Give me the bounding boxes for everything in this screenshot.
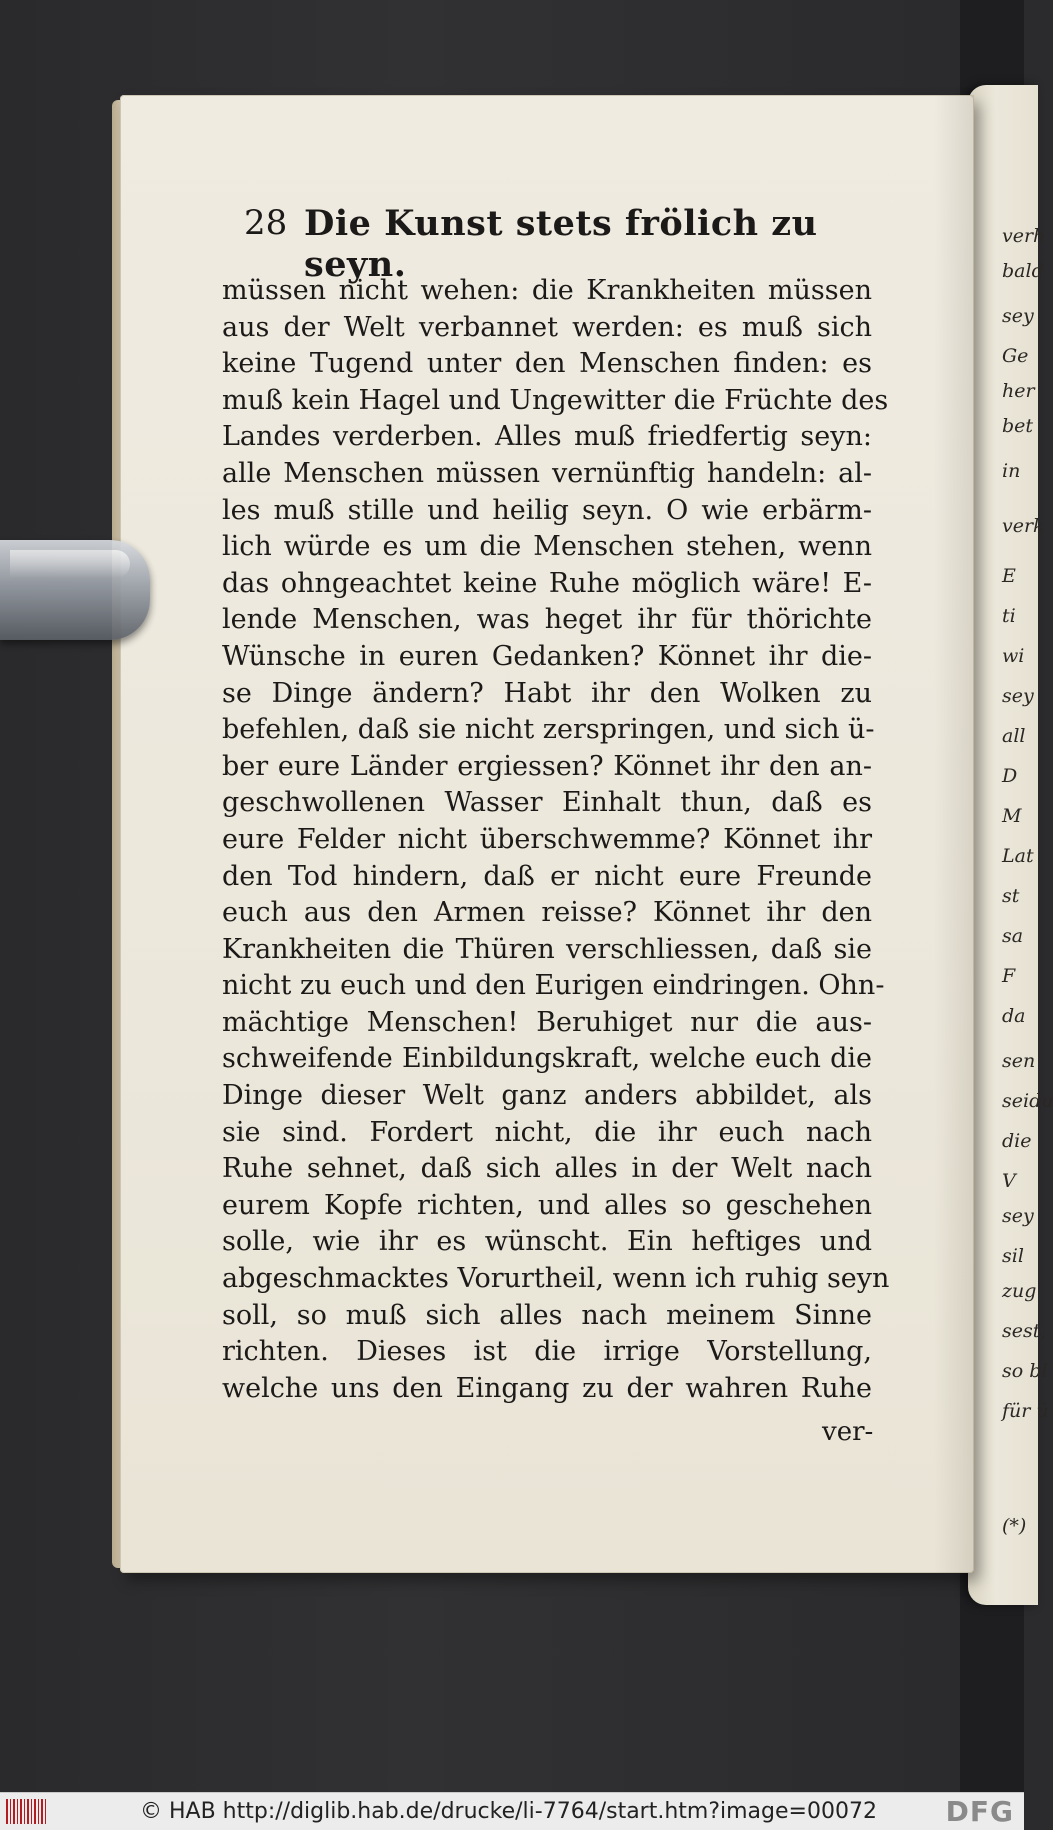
text-line: welche uns den Eingang zu der wahren Ruhe	[222, 1372, 872, 1404]
facing-page-fragment: verh	[1002, 225, 1046, 247]
text-line: lich würde es um die Menschen stehen, wenn	[222, 531, 872, 563]
facing-page-fragment: E	[1002, 565, 1016, 587]
page-number: 28	[244, 203, 288, 243]
text-line: befehlen, daß sie nicht zerspringen, und sich ü-	[222, 714, 875, 746]
facing-page-fragment: her	[1002, 380, 1035, 402]
footer-copyright-link[interactable]: © HAB http://diglib.hab.de/drucke/li-7764/start.htm?image=00072	[140, 1799, 877, 1824]
text-line: richten. Dieses ist die irrige Vorstellung,	[222, 1336, 872, 1368]
facing-page-fragment: bald	[1002, 260, 1044, 282]
facing-page-fragment: sey	[1002, 1205, 1034, 1227]
text-line: mächtige Menschen! Beruhiget nur die aus-	[222, 1006, 872, 1038]
facing-page-fragment: sa	[1002, 925, 1024, 947]
facing-page-fragment: sest,	[1002, 1320, 1047, 1342]
facing-page-fragment: M	[1002, 805, 1022, 827]
facing-page-fragment: zug	[1002, 1280, 1037, 1302]
text-line: das ohngeachtet keine Ruhe möglich wäre! E-	[222, 567, 872, 599]
text-line: Dinge dieser Welt ganz anders abbildet, als	[222, 1080, 872, 1112]
facing-page-fragment: V	[1002, 1170, 1016, 1192]
text-line: müssen nicht wehen: die Krankheiten müssen	[222, 275, 872, 306]
text-line: nicht zu euch und den Eurigen eindringen. Ohn-	[222, 970, 885, 1002]
text-line: solle, wie ihr es wünscht. Ein heftiges und	[222, 1226, 872, 1258]
text-line: les muß stille und heilig seyn. O wie erbärm-	[222, 494, 872, 526]
text-line: Ruhe sehnet, daß sich alles in der Welt nach	[222, 1153, 872, 1185]
facing-page-fragment: wi	[1002, 645, 1025, 667]
text-line: sie sind. Fordert nicht, die ihr euch nach	[222, 1116, 872, 1148]
running-title: Die Kunst stets frölich zu seyn.	[304, 203, 818, 285]
facing-page-fragment: sil	[1002, 1245, 1024, 1267]
text-line: schweifende Einbildungskraft, welche euch die	[222, 1043, 872, 1075]
facing-page-fragment: sey	[1002, 305, 1034, 327]
text-line: lende Menschen, was heget ihr für thörichte	[222, 604, 872, 636]
text-line: den Tod hindern, daß er nicht eure Freunde	[222, 860, 872, 892]
text-line: eure Felder nicht überschwemme? Könnet ihr	[222, 823, 872, 855]
footer-bar	[0, 1792, 1024, 1830]
facing-page-fragment: in	[1002, 460, 1021, 482]
facing-page	[968, 85, 1053, 1605]
text-line: abgeschmacktes Vorurtheil, wenn ich ruhig seyn	[222, 1263, 890, 1295]
text-line: geschwollenen Wasser Einhalt thun, daß es	[222, 787, 872, 819]
text-line: se Dinge ändern? Habt ihr den Wolken zu	[222, 677, 872, 709]
facing-page-fragment: die	[1002, 1130, 1032, 1152]
facing-page-fragment: bet	[1002, 415, 1034, 437]
text-line: alle Menschen müssen vernünftig handeln: al-	[222, 457, 872, 489]
text-line: Wünsche in euren Gedanken? Könnet ihr die-	[222, 640, 872, 672]
facing-page-fragment: da	[1002, 1005, 1026, 1027]
hab-logo-icon	[6, 1799, 46, 1824]
facing-page-fragment: sey	[1002, 685, 1034, 707]
facing-page-fragment: ti	[1002, 605, 1016, 627]
dfg-logo: DFG	[945, 1795, 1014, 1828]
gutter-shadow	[934, 95, 974, 1573]
facing-page-fragment: Lat	[1002, 845, 1034, 867]
facing-page-fragment: verk	[1002, 515, 1045, 537]
facing-page-fragment: Ge	[1002, 345, 1029, 367]
text-line: Krankheiten die Thüren verschliessen, daß sie	[222, 933, 872, 965]
book-page	[120, 95, 974, 1573]
facing-page-fragment: D	[1002, 765, 1018, 787]
facing-page-fragment: st	[1002, 885, 1020, 907]
facing-page-fragment: sen	[1002, 1050, 1036, 1072]
text-line: euch aus den Armen reisse? Könnet ihr den	[222, 897, 872, 929]
facing-page-fragment: so bl	[1002, 1360, 1048, 1382]
facing-page-fragment: F	[1002, 965, 1016, 987]
text-line: aus der Welt verbannet werden: es muß sich	[222, 311, 872, 343]
text-line: soll, so muß sich alles nach meinem Sinne	[222, 1299, 872, 1331]
page-header	[244, 203, 844, 285]
text-line: eurem Kopfe richten, und alles so geschehen	[222, 1189, 872, 1221]
page-holder-clip	[0, 540, 150, 640]
facing-page-fragment: all	[1002, 725, 1026, 747]
catchword: ver-	[822, 1417, 874, 1447]
text-line: ber eure Länder ergiessen? Könnet ihr den an-	[222, 750, 872, 782]
body-text	[222, 273, 890, 1407]
facing-page-fragment: (*)	[1002, 1515, 1027, 1537]
text-line: keine Tugend unter den Menschen finden: es	[222, 348, 872, 380]
facing-page-fragment: für ü	[1002, 1400, 1049, 1422]
text-line: Landes verderben. Alles muß friedfertig seyn:	[222, 421, 872, 453]
facing-page-fragment: seidu	[1002, 1090, 1053, 1112]
text-line: muß kein Hagel und Ungewitter die Früchte des	[222, 384, 889, 416]
